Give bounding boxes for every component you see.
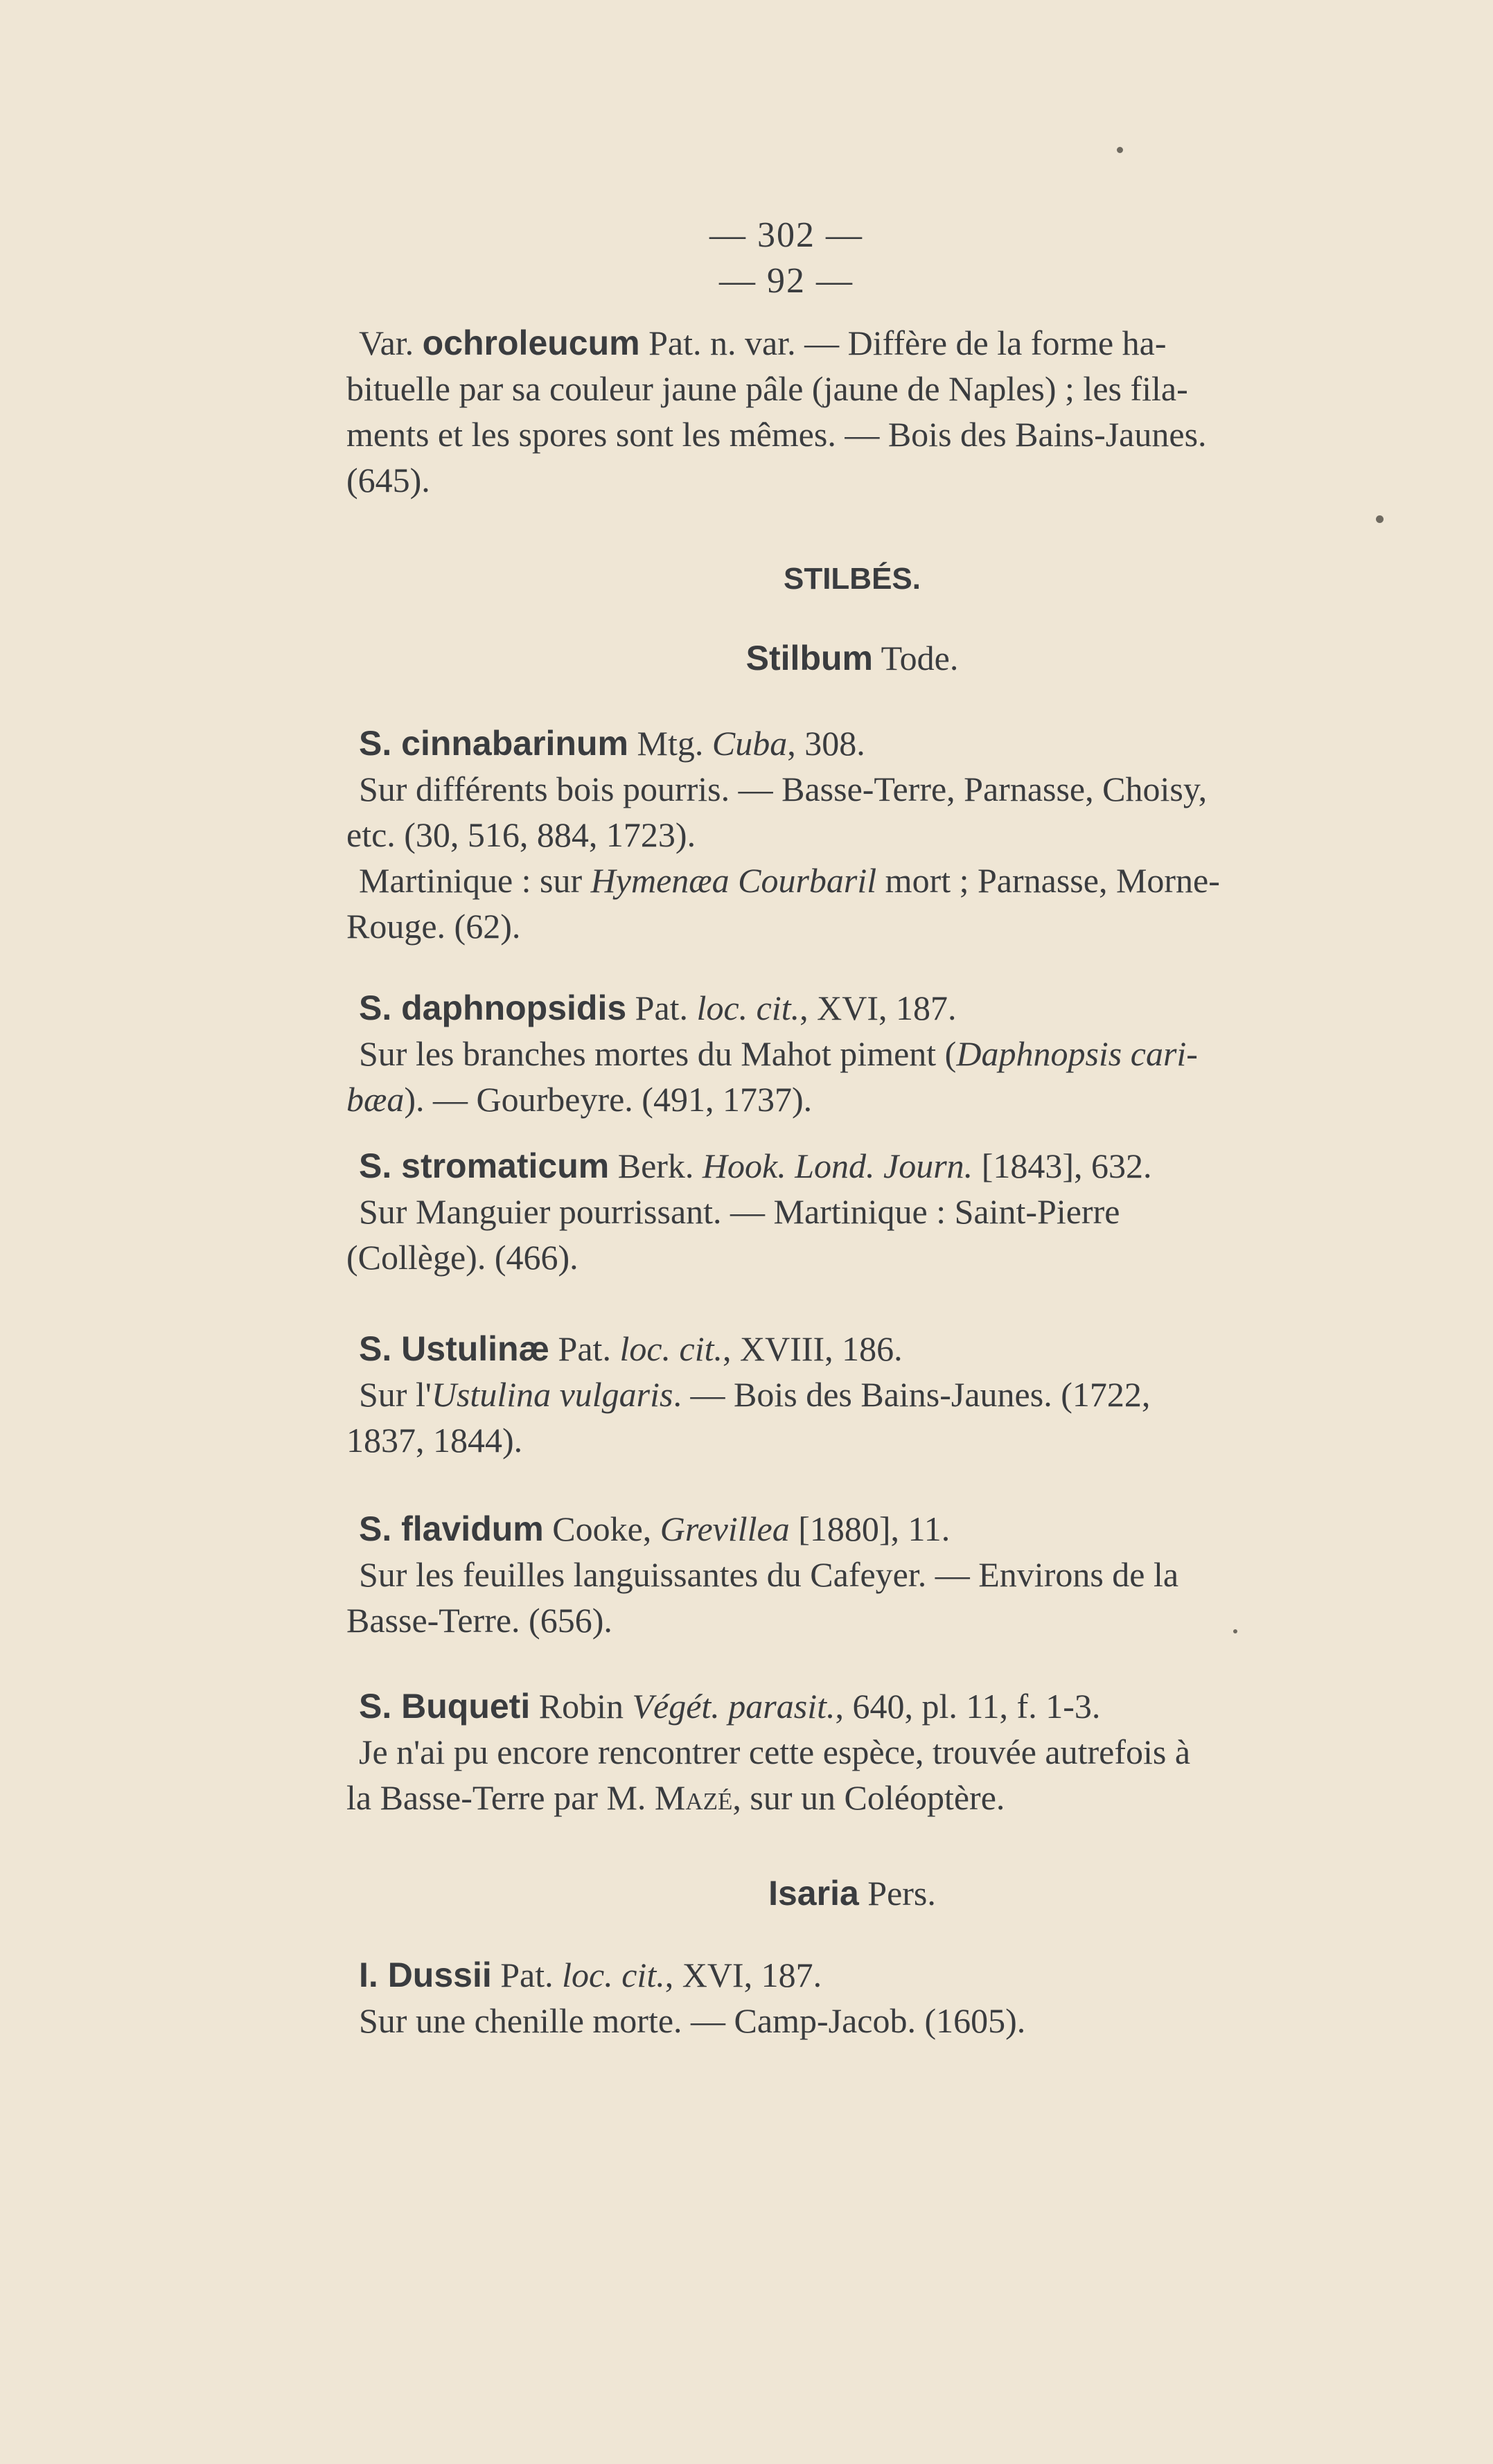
page-number-original: — 302 — <box>709 215 863 255</box>
entry-text-line: Rouge. (62). <box>346 907 521 946</box>
species-name: flavidum <box>401 1509 544 1548</box>
variety-line-2: bituelle par sa couleur jaune pâle (jaune de Naples) ; les fila- <box>346 369 1188 408</box>
species-heading: S. Ustulinæ Pat. loc. cit., XVIII, 186. <box>359 1329 903 1368</box>
species-name: stromaticum <box>401 1146 610 1185</box>
species-heading: I. Dussii Pat. loc. cit., XVI, 187. <box>359 1956 822 1994</box>
species-name: Buqueti <box>401 1687 531 1726</box>
species-entry-flavidum <box>346 1506 1358 1643</box>
entry-text-line: bæa). — Gourbeyre. (491, 1737). <box>346 1080 813 1119</box>
genus-name: Stilbum <box>745 639 873 677</box>
entry-text-line: Basse-Terre. (656). <box>346 1601 612 1640</box>
species-heading: S. daphnopsidis Pat. loc. cit., XVI, 187. <box>359 989 957 1027</box>
species-entry-buqueti <box>346 1683 1358 1820</box>
entry-text-line: etc. (30, 516, 884, 1723). <box>346 815 696 854</box>
entry-text-line: Sur une chenille morte. — Camp-Jacob. (1605). <box>359 2001 1026 2040</box>
species-entry-stromaticum <box>346 1143 1358 1280</box>
species-entry-dussii <box>346 1952 1358 2044</box>
genus-heading-isaria <box>346 1870 1358 1916</box>
genus-heading-stilbum <box>346 635 1358 681</box>
entry-text-line: Sur Manguier pourrissant. — Martinique : Saint-Pierre <box>359 1192 1120 1231</box>
species-entry-ustulinae <box>346 1326 1358 1463</box>
species-heading: S. flavidum Cooke, Grevillea [1880], 11. <box>359 1509 951 1548</box>
variety-line-1: Var. ochroleucum Pat. n. var. — Diffère de la forme ha- <box>359 323 1167 362</box>
variety-line-4: (645). <box>346 461 430 499</box>
entry-text-line: Sur l'Ustulina vulgaris. — Bois des Bains-Jaunes. (1722, <box>359 1375 1151 1414</box>
collector-name: Mazé <box>654 1778 733 1817</box>
entry-text-line: Je n'ai pu encore rencontrer cette espèce, trouvée autrefois à <box>359 1732 1191 1771</box>
variety-name: ochroleucum <box>422 323 640 362</box>
species-name: Ustulinæ <box>401 1329 550 1368</box>
species-entry-daphnopsidis <box>346 985 1358 1122</box>
entry-text-line: (Collège). (466). <box>346 1238 578 1277</box>
genus-author: Pers. <box>858 1874 936 1913</box>
genus-author: Tode. <box>872 639 959 677</box>
variety-entry <box>346 320 1358 503</box>
species-heading: S. stromaticum Berk. Hook. Lond. Journ. [1843], 632. <box>359 1146 1152 1185</box>
paper-speck <box>1376 515 1384 523</box>
paper-speck <box>1117 147 1123 153</box>
page-number-reprint: — 92 — <box>719 261 854 301</box>
species-heading: S. cinnabarinum Mtg. Cuba, 308. <box>359 724 865 763</box>
entry-text-line: Sur les branches mortes du Mahot piment (Daphnopsis cari- <box>359 1034 1198 1073</box>
species-name: cinnabarinum <box>401 724 628 763</box>
variety-line-3: ments et les spores sont les mêmes. — Bois des Bains-Jaunes. <box>346 415 1207 454</box>
species-name: daphnopsidis <box>401 989 627 1027</box>
entry-text-line: Martinique : sur Hymenæa Courbaril mort ; Parnasse, Morne- <box>359 861 1220 900</box>
entry-text-line: la Basse-Terre par M. Mazé, sur un Coléoptère. <box>346 1778 1005 1817</box>
entry-text-line: Sur les feuilles languissantes du Cafeyer. — Environs de la <box>359 1555 1179 1594</box>
species-heading: S. Buqueti Robin Végét. parasit., 640, pl. 11, f. 1-3. <box>359 1687 1101 1726</box>
family-heading: STILBÉS. <box>783 562 921 596</box>
entry-text-line: 1837, 1844). <box>346 1421 523 1460</box>
genus-name: Isaria <box>768 1874 859 1913</box>
species-name: Dussii <box>387 1956 492 1994</box>
species-entry-cinnabarinum <box>346 720 1358 949</box>
entry-text-line: Sur différents bois pourris. — Basse-Terre, Parnasse, Choisy, <box>359 770 1208 808</box>
